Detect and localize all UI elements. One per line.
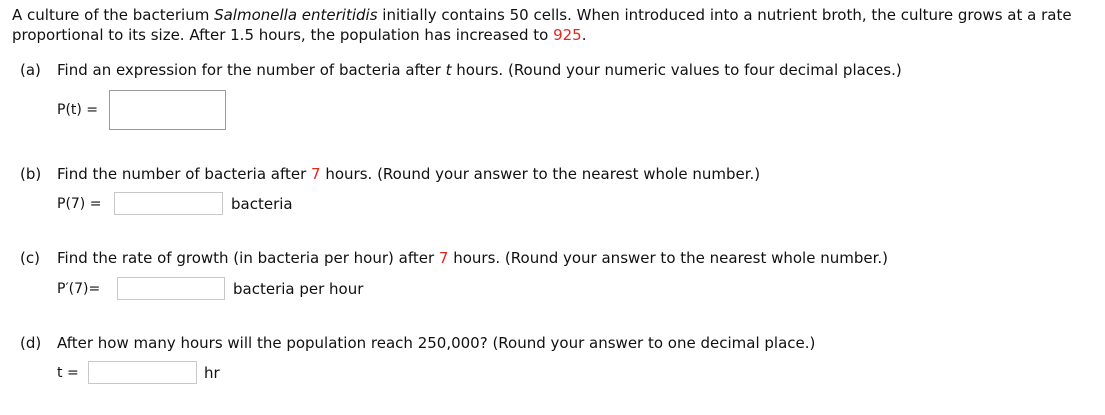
- intro-text-3: .: [581, 26, 587, 44]
- part-c-question-text-1: Find the rate of growth (in bacteria per hour) after: [57, 249, 439, 267]
- part-d-question: After how many hours will the population reach 250,000? (Round your answer to one decimal place.): [57, 334, 816, 352]
- species-name: Salmonella enteritidis: [214, 6, 378, 24]
- part-a-variable: t: [445, 61, 452, 79]
- part-c-equation-label: P′(7)=: [57, 281, 101, 297]
- part-c-question-text-2: hours. (Round your answer to the nearest whole number.): [448, 249, 889, 267]
- part-a-equation-label: P(t) =: [57, 102, 99, 118]
- part-c-answer-input[interactable]: [117, 277, 225, 300]
- part-a-question-text-2: hours. (Round your numeric values to four decimal places.): [451, 61, 902, 79]
- part-c-hours-value: 7: [438, 249, 449, 267]
- part-b-question-text-1: Find the number of bacteria after: [57, 165, 312, 183]
- part-a-label: (a): [20, 61, 41, 79]
- part-b-label: (b): [20, 165, 42, 183]
- part-b-question: [57, 164, 760, 184]
- intro-text-1: A culture of the bacterium: [12, 6, 215, 24]
- problem-intro: [12, 5, 1092, 45]
- part-d-answer-input[interactable]: [88, 361, 197, 384]
- part-d-equation-label: t =: [57, 365, 79, 381]
- part-c-question: [57, 248, 888, 268]
- part-b-answer-input[interactable]: [114, 192, 223, 215]
- part-b-unit: bacteria: [231, 195, 293, 213]
- part-a-question-text-1: Find an expression for the number of bacteria after: [57, 61, 446, 79]
- part-b-equation-label: P(7) =: [57, 196, 102, 212]
- part-c-unit: bacteria per hour: [233, 280, 364, 298]
- part-a-answer-input[interactable]: [109, 90, 226, 130]
- part-a-question: [57, 60, 902, 80]
- part-c-label: (c): [20, 249, 40, 267]
- part-b-hours-value: 7: [311, 165, 321, 183]
- intro-text-2: initially contains 50 cells. When introduced into a nutrient broth, the culture grows at a rate proportional to its size. After 1.5 hours, the population has increased to: [12, 6, 1072, 44]
- intro-population-value: 925: [553, 26, 582, 44]
- part-b-question-text-2: hours. (Round your answer to the nearest whole number.): [320, 165, 761, 183]
- part-d-label: (d): [20, 334, 42, 352]
- part-d-unit: hr: [204, 364, 220, 382]
